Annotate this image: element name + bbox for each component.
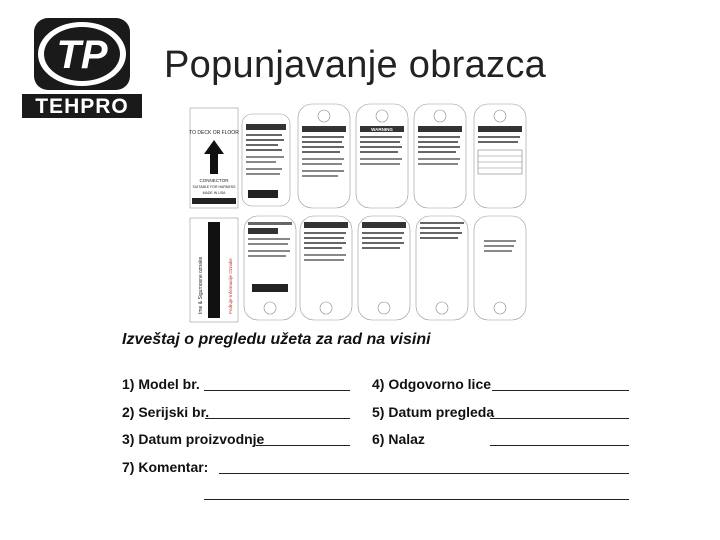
side-tag-text-1: Ime & Sigurnosne oznake: [198, 256, 204, 314]
tag-9: [300, 216, 352, 320]
front-tag-heading: TO DECK OR FLOOR: [189, 130, 239, 136]
tag-8: [244, 216, 296, 320]
tag-4-warning: WARNING: [371, 127, 393, 132]
tag-3: [298, 104, 350, 208]
field-comment-line-1[interactable]: [219, 473, 629, 474]
tag-12: [474, 216, 526, 320]
tag-11: [416, 216, 468, 320]
tag-10: [358, 216, 410, 320]
slide-title: Popunjavanje obrazca: [164, 44, 547, 86]
tag-6: [474, 104, 526, 208]
side-tag-text-2: Podruje-Informacije Oznake: [228, 258, 233, 314]
field-comment-line-2[interactable]: [204, 499, 629, 500]
logo-monogram: TP: [56, 33, 108, 77]
tag-2: [242, 114, 290, 206]
label-inspection-date: 5) Datum pregleda: [372, 404, 495, 420]
label-production-date: 3) Datum proizvodnje: [122, 431, 265, 447]
label-finding: 6) Nalaz: [372, 431, 425, 447]
front-tag: [189, 108, 239, 208]
label-model: 1) Model br.: [122, 376, 200, 392]
field-responsible[interactable]: [492, 390, 629, 391]
form-title: Izveštaj o pregledu užeta za rad na visini: [122, 331, 431, 348]
front-tag-made: MADE IN USA: [202, 191, 226, 195]
front-tag-connector: CONNECTOR: [199, 178, 229, 183]
field-model[interactable]: [204, 390, 350, 391]
tag-5: [414, 104, 466, 208]
field-finding[interactable]: [490, 445, 629, 446]
field-inspection-date[interactable]: [490, 418, 629, 419]
tehpro-logo: [22, 14, 142, 122]
front-tag-harness: SUITABLE FOR HARNESS: [192, 185, 236, 189]
field-production-date[interactable]: [256, 445, 350, 446]
field-serial[interactable]: [205, 418, 350, 419]
label-comment: 7) Komentar:: [122, 459, 209, 475]
logo-wordmark: TEHPRO: [35, 95, 129, 118]
tag-images: [188, 100, 532, 325]
tag-4: [356, 104, 408, 208]
label-serial: 2) Serijski br.: [122, 404, 210, 420]
side-tag: [190, 218, 238, 322]
label-responsible: 4) Odgovorno lice: [372, 376, 492, 392]
